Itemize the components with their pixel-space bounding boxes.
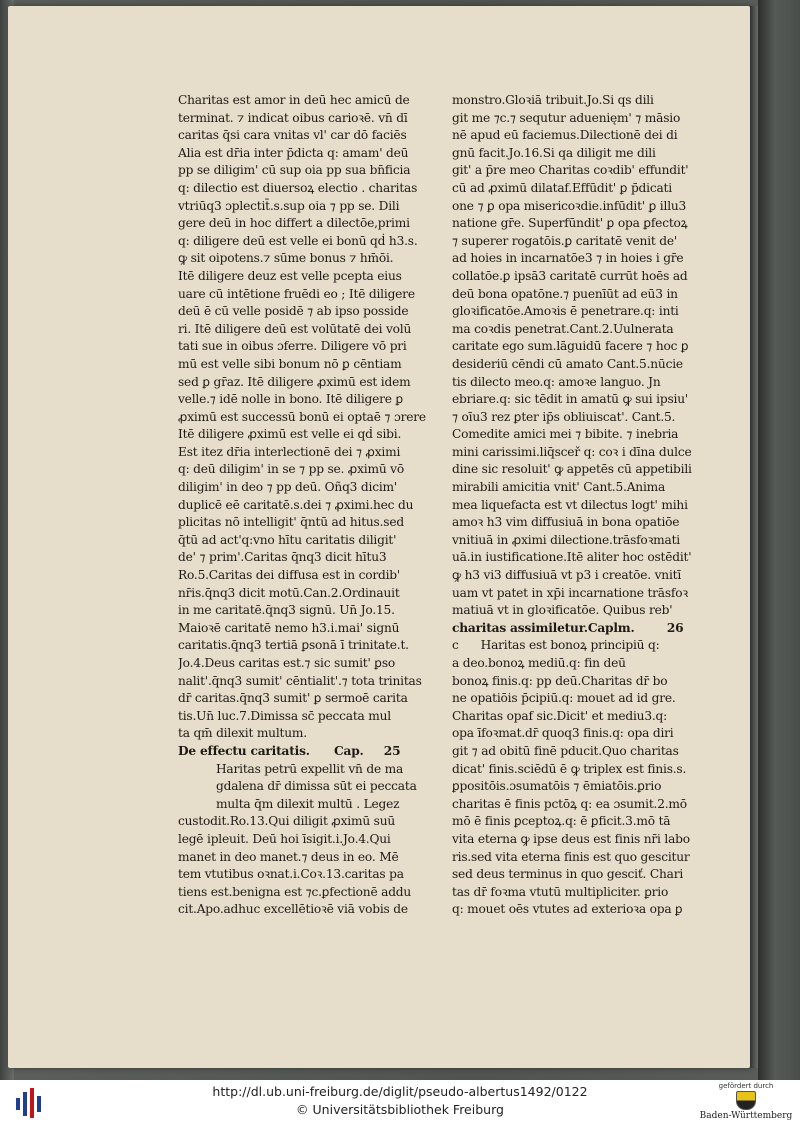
text-line: vita eterna ꝙ ipse deus est finis nr̄i labo <box>452 831 690 846</box>
permalink-url[interactable]: http://dl.ub.uni-freiburg.de/diglit/pseudo-albertus1492/0122 <box>212 1084 588 1099</box>
text-line: git' a p̄re meo Charitas coꝛdib' effundit' <box>452 163 689 178</box>
text-line: tis dilecto meo.q: amoꝛe languo. Jn <box>452 374 661 389</box>
text-line: diligim' in deo ⁊ pp deū. Oñq3 dicim' <box>178 480 398 495</box>
text-line: ta qm̄ dilexit multum. <box>178 726 307 741</box>
text-line: legē ipleuit. Deū hoi īsigit.i.Jo.4.Qui <box>178 831 391 846</box>
text-line: manet in deo manet.⁊ deus in eo. Mē <box>178 849 399 864</box>
text-line: mea liquefacta est vt dilectus logt' mihi <box>452 497 688 512</box>
text-line: tas dr̄ foꝛma vtutū multipliciter. ꝑrio <box>452 884 669 899</box>
text-line: de' ⁊ prim'.Caritas q̄nq3 dicit hītu3 <box>178 550 387 565</box>
text-line: git ⁊ ad obitū finē pducit.Quo charitas <box>452 743 679 758</box>
text-line: caritas q̄si cara vnitas vl' car dō faciēs <box>178 128 407 143</box>
text-line: desideriū cēndi cū amato Cant.5.nūcie <box>452 356 683 371</box>
text-line: c Haritas est bonoꝝ principiū q: <box>452 638 660 653</box>
text-line: mirabili amicitia vnit' Cant.5.Anima <box>452 480 666 495</box>
text-line: in me caritatē.q̄nq3 signū. Un̄ Jo.15. <box>178 603 395 618</box>
text-line: dicat' finis.sciēdū ē ꝙ triplex est finis.s. <box>452 761 687 776</box>
text-line: nalit'.q̄nq3 sumit' cēntialit'.⁊ tota trinitas <box>178 673 422 688</box>
text-line: tis.Un̄ luc.7.Dimissa sc̄ peccata mul <box>178 708 391 723</box>
text-line: gnū facit.Jo.16.Si qa diligit me dili <box>452 145 656 160</box>
text-line: cit.Apo.adhuc excellētioꝛē viā vobis de <box>178 902 408 917</box>
sponsor-label: gefördert durch <box>718 1082 774 1090</box>
text-line: nē apud eū faciemus.Dilectionē dei di <box>452 128 678 143</box>
text-line: cū ad ꝓximū dilataf.Effūdit' ꝑ p̄dicati <box>452 180 672 195</box>
text-line: De effectu caritatis. Cap. 25 <box>178 743 401 758</box>
text-line: uare cū intētione fruēdi eo ; Itē diligere <box>178 286 415 301</box>
text-line: Itē diligere ꝓximū est velle ei qḋ sibi. <box>178 427 402 442</box>
text-line: Itē diligere deuz est velle pcepta eius <box>178 268 402 283</box>
text-line: deū ē cū velle posidē ⁊ ab ipso posside <box>178 304 409 319</box>
sponsor-name: Baden-Württemberg <box>699 1111 793 1121</box>
text-line: uam vt patet in xp̄i incarnatione trāsfoꝛ <box>452 585 688 600</box>
text-line: ri. Itē diligere deū est volūtatē dei volū <box>178 321 412 336</box>
text-line: opa īfoꝛmat.dr̄ quoq3 finis.q: opa diri <box>452 726 674 741</box>
text-line: dine sic resoluit' ꝙ appetēs cū appetibili <box>452 462 692 477</box>
text-line: Charitas opaf sic.Dicit' et mediu3.q: <box>452 708 668 723</box>
text-line: one ⁊ ꝑ opa misericoꝛdie.infūdit' ꝑ illu3 <box>452 198 687 213</box>
text-line: multa q̄m dilexit multū . Legez <box>216 796 400 811</box>
text-line: matiuā vt in gloꝛificatōe. Quibus reb' <box>452 603 673 618</box>
text-line: mini carissimi.liq̄sceř q: coꝛ i dīna dulce <box>452 444 692 459</box>
copyright-text: © Universitätsbibliothek Freiburg <box>296 1102 504 1117</box>
text-line: terminat. ⁊ indicat oibus carioꝛē. vn̄ dī <box>178 110 408 125</box>
text-line: tem vtutibus oꝛnat.i.Coꝛ.13.caritas pa <box>178 867 404 882</box>
text-line: tati sue in oibus ɔferre. Diligere vō pri <box>178 339 407 354</box>
text-line: Maioꝛē caritatē nemo h3.i.mai' signū <box>178 620 400 635</box>
text-line: dr̄ caritas.q̄nq3 sumit' ꝑ sermoē carita <box>178 691 408 706</box>
text-line: plicitas nō intelligit' q̄ntū ad hitus.sed <box>178 515 404 530</box>
coat-of-arms-icon <box>736 1091 756 1110</box>
text-line: Ro.5.Caritas dei diffusa est in cordib' <box>178 568 401 583</box>
text-line: ris.sed vita eterna finis est quo gescitur <box>452 849 690 864</box>
text-line: duplicē eē caritatē.s.dei ⁊ ꝓximi.hec du <box>178 497 414 512</box>
text-line: Charitas est amor in deū hec amicū de <box>178 93 410 107</box>
text-line: q̄tū ad act'q:vno hītu caritatis diligit' <box>178 532 397 547</box>
text-line: ebriare.q: sic tēdit in amatū ꝙ sui ipsiu' <box>452 392 689 407</box>
text-line: ne opatiōis p̄cipiū.q: mouet ad id gre. <box>452 691 676 706</box>
text-line: Est itez dr̄ia interlectionē dei ⁊ ꝓximi <box>178 444 401 459</box>
text-line: velle.⁊ idē nolle in bono. Itē diligere ꝑ <box>178 392 404 407</box>
footer-bar <box>0 1080 800 1123</box>
right-text-column <box>452 92 712 919</box>
text-line: sed deus terminus in quo gesciť. Chari <box>452 867 684 882</box>
text-line: vnitiuā in ꝓximi dilectione.trāsfoꝛmati <box>452 532 680 547</box>
text-line: tiens est.benigna est ⁊c.ꝑfectionē addu <box>178 884 412 899</box>
left-text-column <box>178 92 440 919</box>
text-line: sed ꝑ gr̄az. Itē diligere ꝓximū est idem <box>178 374 411 389</box>
text-line: ꝙ sit oipotens.⁊ sūme bonus ⁊ hm̄ōi. <box>178 251 394 266</box>
text-line: vtriūq3 ɔplectit̄.s.sup oia ⁊ pp se. Dili <box>178 198 400 213</box>
text-line: nr̄is.q̄nq3 dicit motū.Can.2.Ordinauit <box>178 585 400 600</box>
text-line: charitas assimiletur.Caplm. 26 <box>452 620 684 635</box>
text-line: natione gr̄e. Superfūndit' ꝑ opa ꝑfectoꝝ <box>452 216 688 231</box>
text-line: ad hoies in incarnatōe3 ⁊ in hoies i gr̄e <box>452 251 684 266</box>
book-cover-edge <box>758 0 800 1080</box>
text-line: ma coꝛdis penetrat.Cant.2.Uulnerata <box>452 321 674 336</box>
text-line: a deo.bonoꝝ mediū.q: fin deū <box>452 656 626 670</box>
text-line: Haritas petrū expellit vn̄ de ma <box>216 761 404 776</box>
text-line: ⁊ superer rogatōis.ꝑ caritatē venit de' <box>452 233 678 248</box>
text-line: bonoꝝ finis.q: pp deū.Charitas dr̄ bo <box>452 673 668 688</box>
text-line: gere deū in hoc differt a dilectōe,primi <box>178 216 410 231</box>
text-line: caritate ego sum.lāguidū facere ⁊ hoc ꝑ <box>452 339 689 354</box>
text-line: mū est velle sibi bonum nō ꝑ cēntiam <box>178 356 402 371</box>
text-line: ꝓximū est successū bonū ei optaē ⁊ ɔrere <box>178 409 426 424</box>
text-line: gloꝛificatōe.Amoꝛis ē penetrare.q: inti <box>452 304 679 319</box>
text-line: q: diligere deū est velle ei bonū qḋ h3.s. <box>178 233 418 248</box>
text-line: ꝑpositōis.ɔsumatōis ⁊ ēmiatōis.ꝑrio <box>452 779 662 794</box>
text-line: q: dilectio est diuersoꝝ electio . charitas <box>178 180 418 195</box>
text-line: custodit.Ro.13.Qui diligit ꝓximū suū <box>178 814 396 829</box>
text-line: q: mouet oēs vtutes ad exterioꝛa opa ꝑ <box>452 902 683 917</box>
text-line: ꝙ h3 vi3 diffusiuā vt p3 i creatōe. vnitī <box>452 568 682 583</box>
text-line: monstro.Gloꝛiā tribuit.Jo.Si qs dili <box>452 93 654 107</box>
text-line: ⁊ oīu3 rez ꝑter ip̄s obliuiscat'. Cant.5. <box>452 409 676 424</box>
text-line: gdalena dr̄ dimissa sūt ei peccata <box>216 779 417 794</box>
sponsor-badge[interactable] <box>698 1082 794 1122</box>
text-line: caritatis.q̄nq3 tertiā ꝑsonā ī trinitate.t. <box>178 638 409 653</box>
text-line: deū bona opatōne.⁊ puenīūt ad eū3 in <box>452 286 678 301</box>
text-line: collatōe.ꝑ ipsā3 caritatē currūt hoēs ad <box>452 268 688 283</box>
text-line: Comedite amici mei ⁊ bibite. ⁊ inebria <box>452 427 679 442</box>
text-line: uā.in iustificatione.Itē aliter hoc ostēdit' <box>452 550 692 565</box>
text-line: mō ē finis ꝑceptoꝝ.q: ē ꝑficit.3.mō tā <box>452 814 671 829</box>
text-line: charitas ē finis pctōꝝ q: ea ɔsumit.2.mō <box>452 796 687 811</box>
text-line: amoꝛ h3 vim diffusiuā in bona opatiōe <box>452 515 680 530</box>
text-line: q: deū diligim' in se ⁊ pp se. ꝓximū vō <box>178 462 404 477</box>
text-line: Alia est dr̄ia inter p̄dicta q: amam' deū <box>178 145 409 160</box>
text-line: pp se diligim' cū sup oia pp sua bn̄ficia <box>178 163 411 178</box>
text-line: Jo.4.Deus caritas est.⁊ sic sumit' ꝑso <box>178 656 396 670</box>
text-line: git me ⁊c.⁊ sequtur aduenięm' ⁊ māsio <box>452 110 681 125</box>
